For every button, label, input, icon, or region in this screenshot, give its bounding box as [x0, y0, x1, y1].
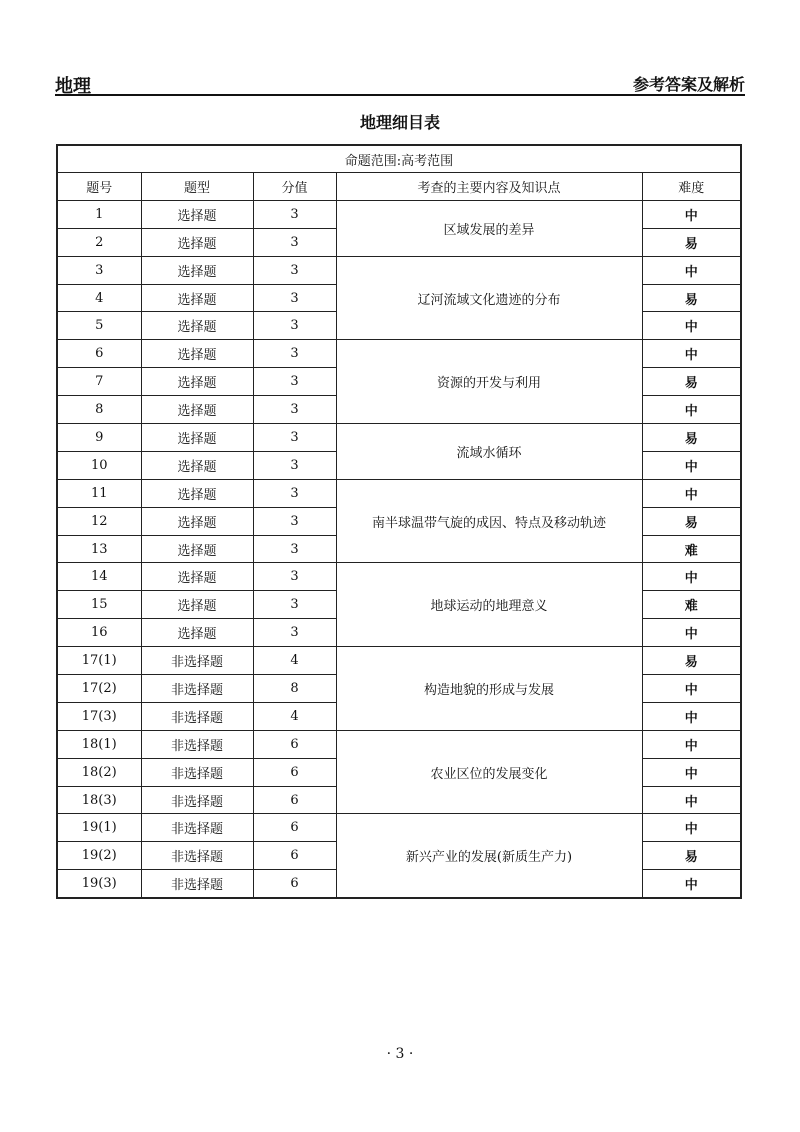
scope-row: [57, 145, 741, 173]
difficulty-cell: 易: [642, 507, 741, 535]
score-cell: 6: [253, 730, 336, 758]
score-cell: 3: [253, 591, 336, 619]
question-number-cell: 19(2): [57, 842, 141, 870]
question-type-cell: 选择题: [141, 619, 253, 647]
difficulty-cell: 易: [642, 284, 741, 312]
question-type-cell: 选择题: [141, 200, 253, 228]
question-type-cell: 非选择题: [141, 758, 253, 786]
page-title: 地理细目表: [359, 113, 440, 132]
topic-cell: 地球运动的地理意义: [336, 563, 642, 647]
question-number-cell: 17(1): [57, 647, 141, 675]
difficulty-cell: 中: [642, 730, 741, 758]
score-cell: 3: [253, 507, 336, 535]
topic-cell: 新兴产业的发展(新质生产力): [336, 814, 642, 898]
question-type-cell: 选择题: [141, 424, 253, 452]
score-cell: 3: [253, 396, 336, 424]
score-cell: 3: [253, 228, 336, 256]
difficulty-cell: 中: [642, 702, 741, 730]
table-row: [57, 424, 741, 452]
question-number-cell: 4: [57, 284, 141, 312]
difficulty-cell: 中: [642, 563, 741, 591]
topic-cell: 构造地貌的形成与发展: [336, 647, 642, 731]
difficulty-cell: 易: [642, 647, 741, 675]
topic-cell: 南半球温带气旋的成因、特点及移动轨迹: [336, 479, 642, 563]
question-type-cell: 选择题: [141, 507, 253, 535]
question-number-cell: 16: [57, 619, 141, 647]
difficulty-cell: 中: [642, 340, 741, 368]
question-type-cell: 非选择题: [141, 786, 253, 814]
page-header: [55, 70, 745, 96]
topic-cell: 资源的开发与利用: [336, 340, 642, 424]
question-number-cell: 18(1): [57, 730, 141, 758]
table-row: [57, 340, 741, 368]
column-header: 考查的主要内容及知识点: [336, 173, 642, 201]
question-type-cell: 非选择题: [141, 647, 253, 675]
question-number-cell: 17(3): [57, 702, 141, 730]
difficulty-cell: 难: [642, 591, 741, 619]
topic-cell: 辽河流域文化遗迹的分布: [336, 256, 642, 340]
question-number-cell: 1: [57, 200, 141, 228]
score-cell: 3: [253, 479, 336, 507]
question-number-cell: 13: [57, 535, 141, 563]
question-type-cell: 选择题: [141, 451, 253, 479]
difficulty-cell: 中: [642, 758, 741, 786]
difficulty-cell: 易: [642, 842, 741, 870]
table-row: [57, 730, 741, 758]
column-header: 题型: [141, 173, 253, 201]
score-cell: 4: [253, 647, 336, 675]
score-cell: 3: [253, 200, 336, 228]
subject-label: 地理: [55, 76, 91, 97]
question-type-cell: 选择题: [141, 256, 253, 284]
table-row: [57, 200, 741, 228]
question-number-cell: 8: [57, 396, 141, 424]
score-cell: 6: [253, 814, 336, 842]
score-cell: 6: [253, 786, 336, 814]
score-cell: 3: [253, 535, 336, 563]
table-row: [57, 479, 741, 507]
question-type-cell: 非选择题: [141, 702, 253, 730]
question-type-cell: 选择题: [141, 312, 253, 340]
score-cell: 3: [253, 256, 336, 284]
topic-cell: 区域发展的差异: [336, 200, 642, 256]
question-type-cell: 非选择题: [141, 870, 253, 898]
difficulty-cell: 中: [642, 256, 741, 284]
column-header: 难度: [642, 173, 741, 201]
question-type-cell: 选择题: [141, 563, 253, 591]
question-number-cell: 12: [57, 507, 141, 535]
question-number-cell: 3: [57, 256, 141, 284]
difficulty-cell: 中: [642, 675, 741, 703]
question-number-cell: 19(1): [57, 814, 141, 842]
answer-key-label: 参考答案及解析: [632, 75, 745, 94]
difficulty-cell: 难: [642, 535, 741, 563]
score-cell: 3: [253, 563, 336, 591]
column-header: 题号: [57, 173, 141, 201]
question-type-cell: 选择题: [141, 591, 253, 619]
difficulty-cell: 中: [642, 814, 741, 842]
question-number-cell: 7: [57, 368, 141, 396]
table-row: [57, 647, 741, 675]
table-row: [57, 563, 741, 591]
difficulty-cell: 中: [642, 786, 741, 814]
score-cell: 8: [253, 675, 336, 703]
column-header: 分值: [253, 173, 336, 201]
question-number-cell: 14: [57, 563, 141, 591]
score-cell: 3: [253, 312, 336, 340]
question-number-cell: 9: [57, 424, 141, 452]
header-row: [57, 173, 741, 201]
question-type-cell: 选择题: [141, 228, 253, 256]
question-number-cell: 5: [57, 312, 141, 340]
difficulty-cell: 易: [642, 228, 741, 256]
question-type-cell: 选择题: [141, 479, 253, 507]
question-type-cell: 非选择题: [141, 675, 253, 703]
detail-table: [56, 144, 742, 899]
question-number-cell: 18(2): [57, 758, 141, 786]
question-number-cell: 11: [57, 479, 141, 507]
question-type-cell: 非选择题: [141, 842, 253, 870]
score-cell: 3: [253, 340, 336, 368]
question-type-cell: 选择题: [141, 396, 253, 424]
question-type-cell: 选择题: [141, 284, 253, 312]
difficulty-cell: 易: [642, 368, 741, 396]
difficulty-cell: 中: [642, 396, 741, 424]
question-number-cell: 15: [57, 591, 141, 619]
score-cell: 3: [253, 619, 336, 647]
score-cell: 3: [253, 368, 336, 396]
question-type-cell: 选择题: [141, 368, 253, 396]
question-type-cell: 非选择题: [141, 730, 253, 758]
question-number-cell: 6: [57, 340, 141, 368]
question-type-cell: 选择题: [141, 340, 253, 368]
score-cell: 3: [253, 284, 336, 312]
question-number-cell: 19(3): [57, 870, 141, 898]
score-cell: 6: [253, 758, 336, 786]
difficulty-cell: 中: [642, 312, 741, 340]
score-cell: 3: [253, 451, 336, 479]
topic-cell: 农业区位的发展变化: [336, 730, 642, 814]
table-row: [57, 814, 741, 842]
difficulty-cell: 中: [642, 870, 741, 898]
question-number-cell: 10: [57, 451, 141, 479]
difficulty-cell: 中: [642, 479, 741, 507]
score-cell: 6: [253, 870, 336, 898]
question-type-cell: 选择题: [141, 535, 253, 563]
question-number-cell: 17(2): [57, 675, 141, 703]
question-type-cell: 非选择题: [141, 814, 253, 842]
scope-cell: 命题范围:高考范围: [57, 145, 741, 173]
topic-cell: 流域水循环: [336, 424, 642, 480]
table-row: [57, 256, 741, 284]
question-number-cell: 2: [57, 228, 141, 256]
score-cell: 6: [253, 842, 336, 870]
question-number-cell: 18(3): [57, 786, 141, 814]
difficulty-cell: 中: [642, 200, 741, 228]
difficulty-cell: 中: [642, 619, 741, 647]
score-cell: 3: [253, 424, 336, 452]
page-number: · 3 ·: [386, 1046, 414, 1062]
difficulty-cell: 中: [642, 451, 741, 479]
score-cell: 4: [253, 702, 336, 730]
difficulty-cell: 易: [642, 424, 741, 452]
